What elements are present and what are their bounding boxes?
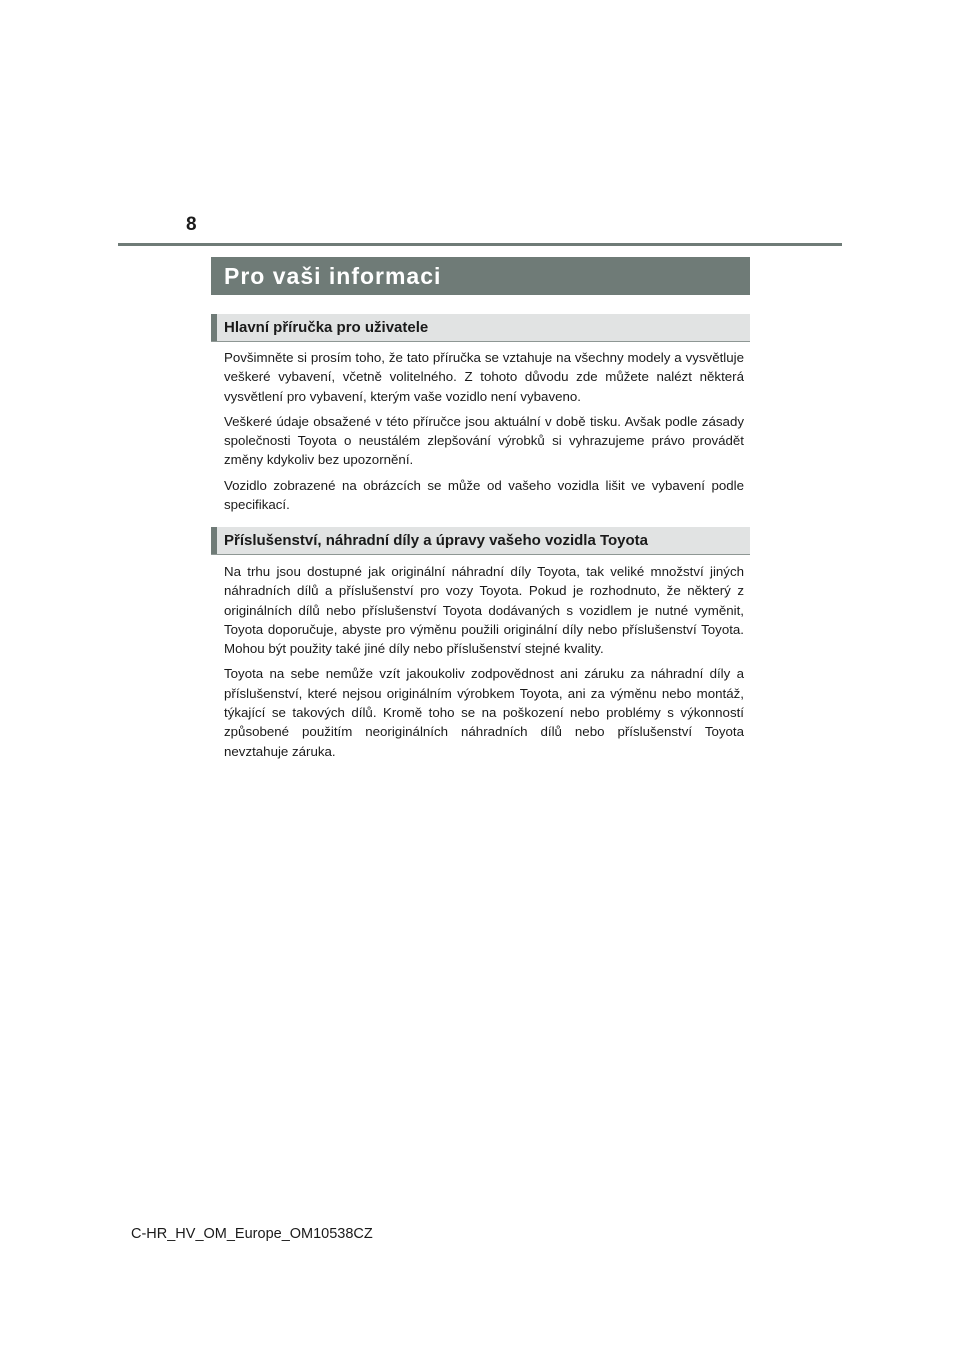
- page-title: Pro vaši informaci: [211, 257, 750, 295]
- document-code-footer: C-HR_HV_OM_Europe_OM10538CZ: [131, 1226, 373, 1242]
- paragraph: Veškeré údaje obsažené v této příručce jsou aktuální v době tisku. Avšak podle zásady společnosti Toyota o neustálém zlepšování výrobků si vyhrazujeme právo provádět změny kdykoliv bez upozornění.: [224, 413, 744, 468]
- page-number: 8: [186, 214, 197, 235]
- paragraph: Vozidlo zobrazené na obrázcích se může od vašeho vozidla lišit ve vybavení podle specifikací.: [224, 477, 744, 513]
- section-heading-accent: [211, 314, 217, 341]
- section-heading-label: Hlavní příručka pro uživatele: [224, 319, 429, 336]
- section-heading-accessories: [211, 527, 750, 555]
- paragraph: Povšimněte si prosím toho, že tato příručka se vztahuje na všechny modely a vysvětluje veškeré vybavení, včetně volitelného. Z tohoto důvodu zde můžete nalézt některá vysvětlení pro vybavení, kterým vaše vozidlo není vybaveno.: [224, 350, 744, 404]
- top-divider: [118, 243, 842, 246]
- section-heading-accent: [211, 527, 217, 554]
- section-accessories-body: [224, 562, 744, 767]
- section-user-manual-body: [224, 348, 744, 520]
- paragraph: Toyota na sebe nemůže vzít jakoukoliv zodpovědnost ani záruku za náhradní díly a příslušenství, které nejsou originálním výrobkem Toyota, ani za výměnu nebo montáž, týkající se takových dílů. Kromě toho se na poškození nebo problémy s výkonností způsobené použitím neoriginálních náhradních dílů nebo příslušenství Toyota nevztahuje záruka.: [224, 666, 744, 759]
- section-heading-user-manual: [211, 314, 750, 342]
- paragraph: Na trhu jsou dostupné jak originální náhradní díly Toyota, tak veliké množství jiných náhradních dílů a příslušenství pro vozy Toyota. Pokud je rozhodnuto, že některý z originálních dílů nebo příslušenství Toyota dodávaných s vozidlem je nutné vyměnit, Toyota doporučuje, abyste pro výměnu použili originální díly nebo příslušenství Toyota. Mohou být použity také jiné díly nebo příslušenství stejné kvality.: [224, 564, 744, 657]
- section-heading-label: Příslušenství, náhradní díly a úpravy vašeho vozidla Toyota: [224, 532, 649, 549]
